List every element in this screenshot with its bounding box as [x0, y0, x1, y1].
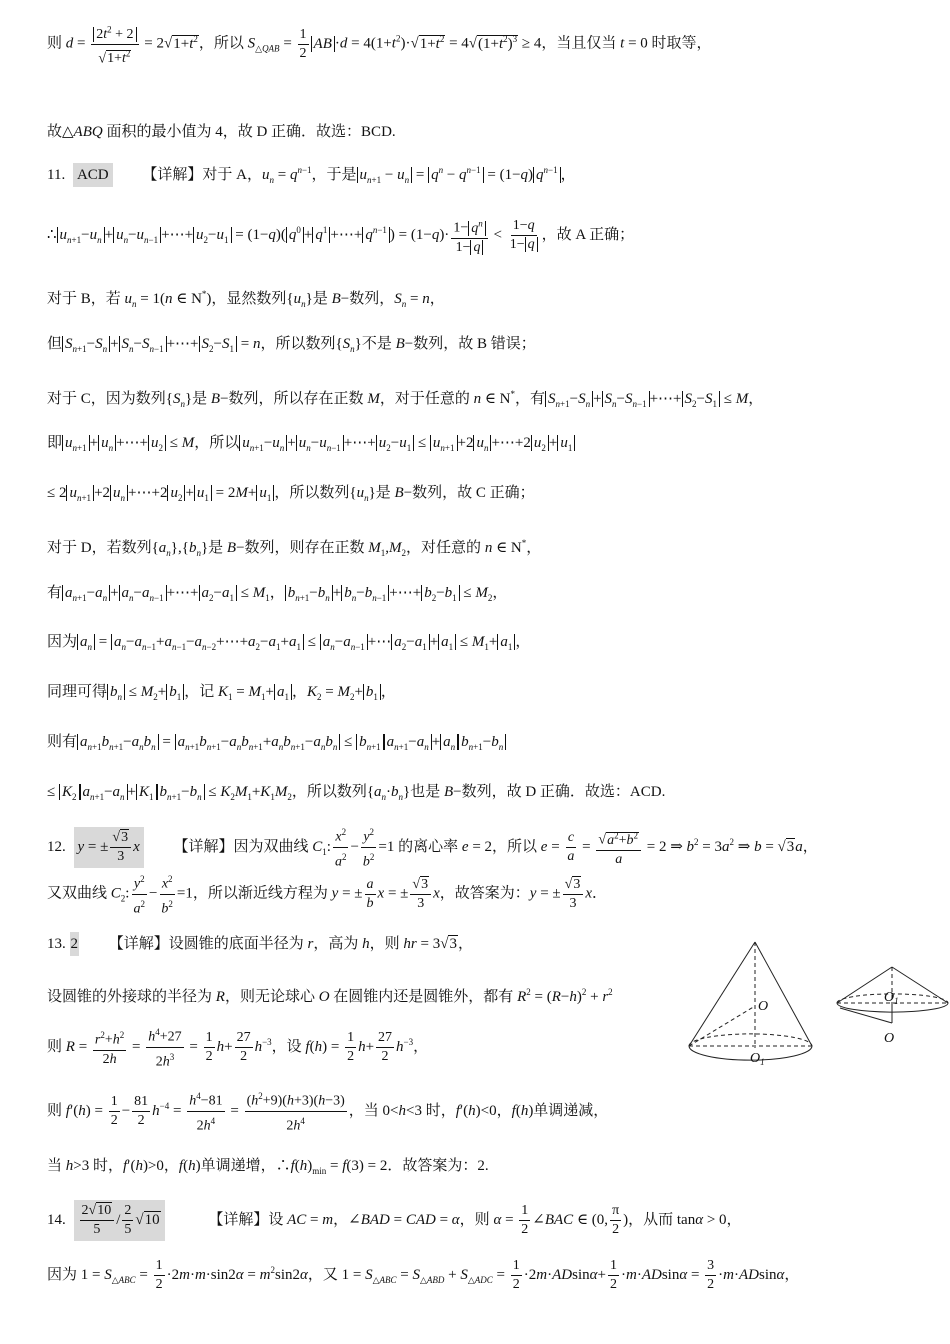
line-14-area: 因为 $1 = S_{\triangle ABC}$ = $\frac{1}{2}$ $\cdot 2m\cdot m\cdot\sin 2\alpha = m^2\sin 2\alpha$，又 $1 = S_{\triangle ABC} = S_{\triangle ABD} + S_{\triangle ADC}$ = $\frac{1}{2}$ ·2m·ADsinα+ $\frac{1}{2}$ ·m·ADsinα = $\frac{3}{2}$ ·m·ADsinα， — [47, 1258, 800, 1293]
label-O: O — [758, 999, 769, 1014]
line-d-step5: ≤ $K_2$ $a_{n+1}-a_n + K_1$ $b_{n+1}-b_n \le K_2M_1+K_1M_2$，所以数列$\{a_n\cdot b_n\}$也是 B−数列，故 D 正确．故选：ACD. — [47, 784, 666, 802]
cone-diagram-icon — [682, 928, 950, 1068]
question-11: 11. ACD 【详解】对于 A，$u_n = q^{n-1}$，于是 $u_{n+1} - u_n = q^n - q^{n-1} = (1-q)$ $q^{n-1}$ ， — [47, 165, 576, 185]
fraction: $\frac{1}{2}$ — [155, 1258, 163, 1293]
line-b-intro: 对于 B，若 $u_n = 1(n$ ∈ N*)，显然数列$\{u_n\}$是 B−数列，$S_n = n$， — [47, 289, 445, 309]
fraction: $\frac{h^4-81}{2h^4}$ — [187, 1087, 224, 1135]
fraction: $\frac{2t^2 + 2}{√1+t^2}$ — [91, 20, 138, 68]
fraction: $\frac{1}{2}$ — [512, 1258, 520, 1293]
fraction: $\frac{2}{5}$ — [124, 1203, 132, 1238]
fraction: $\frac{a}{b}$ — [366, 876, 374, 911]
detail-label: 【详解】 — [142, 167, 203, 183]
fraction: $\frac{x^2}{b^2}$ — [159, 870, 175, 918]
fraction: $\frac{y^2}{a^2}$ — [131, 870, 147, 918]
line-12-asymptote: 又双曲线 $C_2$: $\frac{y^2}{a^2}$ − $\frac{x^2}{b^2}$ =1，所以渐近线方程为 y = ± $\frac{a}{b}$ x = ± $\frac{√3}{3}$ x，故答案为：y = ± $\frac{√3}{3}$ x． — [47, 870, 607, 921]
line-distance-formula: 则 d = $\frac{2t^2 + 2}{√1+t^2}$ = $2√1+t^2$，所以 $S_{\triangle QAB}$ = $\frac{1}{2}$ AB $\cdot d = 4(1+t^2)\cdot√1+t^2 = 4√(1+t^2)^3 \ge 4$，当且仅当 t = 0 时取等， — [47, 20, 712, 68]
answer-highlight: $\frac{2√10}{5}$ / $\frac{2}{5}$ √10 — [74, 1200, 165, 1241]
fraction: $\frac{1}{2}$ — [205, 1030, 213, 1065]
line-b-proof: 但 $S_{n+1}-S_n + S_n-S_{n-1}$ +⋯+ $S_2-S_1 = n$，所以数列$\{S_n\}$不是 B−数列，故 B 错误； — [47, 336, 536, 354]
line-conclusion-10: 故△ABQ 面积的最小值为 4，故 D 正确．故选：BCD. — [47, 124, 396, 140]
fraction: $\frac{1}{2}$ — [521, 1203, 529, 1238]
fraction: $\frac{1}{2}$ — [347, 1030, 355, 1065]
fraction: $\frac{2√10}{5}$ — [80, 1202, 115, 1239]
fraction: $\frac{c}{a}$ — [567, 830, 575, 865]
label-O1: $O_1$ — [750, 1051, 765, 1067]
answer-highlight: ACD — [73, 163, 113, 187]
fraction: $\frac{√a^2+b^2}{a}$ — [596, 826, 641, 869]
line-d-step1: 有 $a_{n+1}-a_n + a_n-a_{n-1}$ +⋯+ $a_2-a_1 \le M_1$， $b_{n+1}-b_n + b_n-b_{n-1}$ +⋯+ $b_2-b_1 \le M_2$， — [47, 585, 508, 603]
fraction: $\frac{r^2+h^2}{2h}$ — [93, 1026, 126, 1069]
answer-highlight: 2 — [70, 932, 80, 956]
line-a-proof: ∴ $u_{n+1}-u_n + u_n-u_{n-1}$ +⋯+ $u_2-u_1 = (1-q)$( $q^0 + q^1$ +⋯+ $q^{n-1}$ ) = (1−q)· $\frac{1- q^n}{1- q}$ < $\frac{1-q}{1- q}$ ，故 A 正确； — [47, 210, 634, 260]
question-number: 14. — [47, 1212, 66, 1228]
question-14: 14. $\frac{2√10}{5}$ / $\frac{2}{5}$ √10 【详解】设 AC = m，∠BAD = CAD = α，则 α = $\frac{1}{2}$ ∠BAC ∈ (0, $\frac{\pi}{2}$ )，从而 tanα > 0， — [47, 1196, 742, 1244]
fraction: $\frac{\pi}{2}$ — [612, 1203, 620, 1238]
question-12: 12. y = ± $\frac{√3}{3}$ x 【详解】因为双曲线 $C_1$: $\frac{x^2}{a^2}$ − $\frac{y^2}{b^2}$ =1 的离心率 e = 2，所以 e = $\frac{c}{a}$ = $\frac{√a^2+b^2}{a}$ = 2 ⇒ $b^2 = 3a^2$ ⇒ b = √3a， — [47, 818, 818, 876]
line-13-conclusion: 当 h>3 时，f′(h)>0，f(h)单调递增，$\therefore f(h)_{min} = f(3) = 2$．故答案为：2. — [47, 1158, 489, 1176]
detail-label: 【详解】 — [208, 1212, 269, 1228]
line-d-step2: 因为 $a_n$ = $a_n-a_{n-1}+a_{n-1}-a_{n-2}+\cdots+a_2-a_1+a_1 \le a_n-a_{n-1}$ +⋯ $a_2-a_1 + a_1 \le M_1+ a_1$ ， — [47, 634, 531, 652]
line-c-intro: 对于 C，因为数列$\{S_n\}$是 B−数列，所以存在正数 M，对于任意的 n ∈ N*，有 $S_{n+1}-S_n + S_n-S_{n-1}$ +⋯+ $S_2-S_1 \le M$， — [47, 389, 764, 409]
fraction: $\frac{√3}{3}$ — [563, 876, 584, 913]
question-number: 12. — [47, 839, 66, 855]
fraction: $\frac{27}{2}$ — [236, 1030, 251, 1065]
detail-label: 【详解】 — [108, 936, 169, 952]
line-13-derivative: 则 f′(h) = $\frac{1}{2}$ − $\frac{81}{2}$ $h^{-4}$ = $\frac{h^4-81}{2h^4}$ = $\frac{(h^2+9)(h+3)(h-3)}{2h^4}$ ，当 0<h<3 时，f′(h)<0，f(h)单调递减， — [47, 1084, 608, 1136]
fraction: $\frac{√3}{3}$ — [410, 876, 431, 913]
question-number: 13. — [47, 936, 66, 952]
line-c-step2: ≤ 2 $u_{n+1} +2$ $u_n$ +⋯+2 $u_2 + u_1 = 2M+ u_1$ ，所以数列$\{u_n\}$是 B−数列，故 C 正确； — [47, 485, 535, 503]
line-d-step4: 则有 $a_{n+1}b_{n+1}-a_nb_n = a_{n+1}b_{n+1}-a_nb_{n+1}+a_nb_{n+1}-a_nb_n \le b_{n+1}$ $a_{n+1}-a_n + a_n$ $b_{n+1}-b_n$ — [47, 732, 506, 757]
line-d-intro: 对于 D，若数列$\{a_n\},\{b_n\}$是 B−数列，则存在正数 $M_1,M_2$，对任意的 n ∈ N*， — [47, 538, 542, 558]
fraction: $\frac{x^2}{a^2}$ — [333, 823, 349, 871]
line-c-step1: 即 $u_{n+1} + u_n$ +⋯+ $u_2 \le M$，所以 $u_{n+1}-u_n + u_n-u_{n-1}$ +⋯+ $u_2-u_1 \le u_{n+1} +2$ $u_n$ +⋯+2 $u_2 + u_1$ — [47, 433, 575, 458]
fraction: $\frac{1}{2}$ — [110, 1094, 118, 1129]
fraction: $\frac{y^2}{b^2}$ — [361, 823, 377, 871]
fraction: $\frac{1-q}{1- q}$ — [508, 217, 540, 254]
fraction: $\frac{1}{2}$ — [609, 1258, 617, 1293]
line-13-radius: 则 R = $\frac{r^2+h^2}{2h}$ = $\frac{h^4+27}{2h^3}$ = $\frac{1}{2}$ h+ $\frac{27}{2}$ $h^{-3}$，设 f(h) = $\frac{1}{2}$ h+ $\frac{27}{2}$ $h^{-3}$， — [47, 1022, 428, 1072]
question-number: 11. — [47, 167, 66, 183]
fraction: $\frac{1- q^n}{1- q}$ — [451, 214, 487, 257]
label-O-right: O — [884, 1031, 895, 1046]
fraction: $\frac{(h^2+9)(h+3)(h-3)}{2h^4}$ — [245, 1087, 347, 1135]
label-O1-right: $O_1$ — [884, 990, 899, 1006]
cone-figures — [682, 928, 950, 1068]
fraction: $\frac{81}{2}$ — [134, 1094, 149, 1129]
fraction: $\frac{√3}{3}$ — [110, 829, 131, 866]
fraction: $\frac{3}{2}$ — [707, 1258, 715, 1293]
detail-label: 【详解】 — [173, 839, 234, 855]
fraction: $\frac{27}{2}$ — [378, 1030, 393, 1065]
line-d-step3: 同理可得 $b_n \le M_2+ b_1$ ，记 $K_1 = M_1+ a_1$ ，$K_2 = M_2+ b_1$ ， — [47, 684, 396, 702]
answer-highlight: y = ± $\frac{√3}{3}$ x — [74, 827, 144, 868]
question-13: 13. 2 【详解】设圆锥的底面半径为 r，高为 h，则 hr = 3√3， — [47, 932, 473, 956]
fraction-half: $\frac{1}{2}$ — [299, 26, 307, 61]
fraction: $\frac{h^4+27}{2h^3}$ — [146, 1023, 183, 1071]
line-13-sphere: 设圆锥的外接球的半径为 R，则无论球心 O 在圆锥内还是圆锥外，都有 $R^2 = (R-h)^2 + r^2$ — [47, 987, 613, 1005]
